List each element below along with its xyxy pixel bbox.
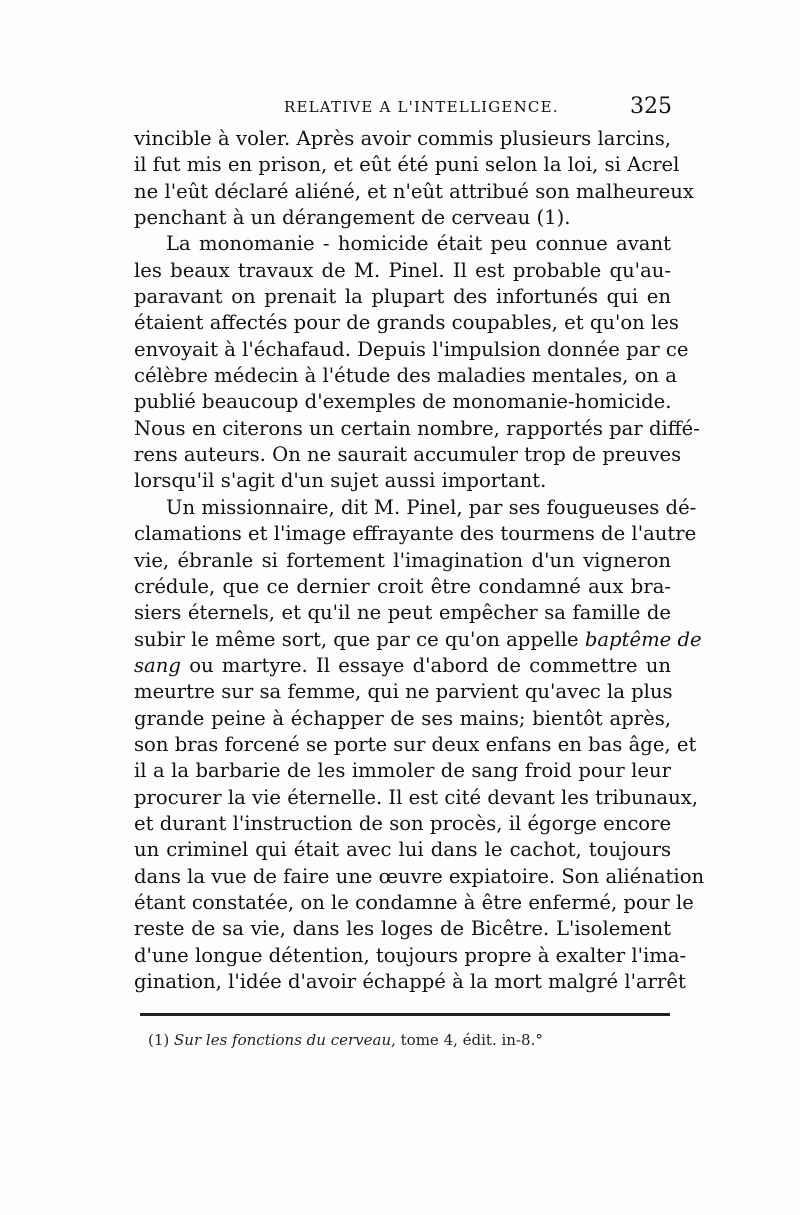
text-line: étant constatée, on le condamne à être enfermé, pour le [134,890,694,914]
footnote-divider [140,1013,670,1016]
text-line: célèbre médecin à l'étude des maladies mentales, on a [134,364,677,388]
text-line: ne l'eût déclaré aliéné, et n'eût attribué son malheureux [134,179,694,203]
text-segment: ou martyre. Il essaye d'abord de commettre un [189,653,671,677]
text-line: vie, ébranle si fortement l'imagination d'un vigneron [134,548,671,572]
text-line: dans la vue de faire une œuvre expiatoire. Son aliénation [134,864,705,888]
text-line: d'une longue détention, toujours propre à exalter l'ima- [134,943,687,967]
page-number: 325 [630,94,672,119]
text-line: gination, l'idée d'avoir échappé à la mort malgré l'arrêt [134,970,686,993]
text-line: rens auteurs. On ne saurait accumuler trop de preuves [134,443,682,467]
text-line: étaient affectés pour de grands coupables, et qu'on les [134,311,679,335]
italic-phrase: sang [134,653,181,677]
text-line: il fut mis en prison, et eût été puni selon la loi, si Acrel [134,153,680,177]
text-line: siers éternels, et qu'il ne peut empêcher sa famille de [134,601,671,625]
text-line: Nous en citerons un certain nombre, rapportés par diffé- [134,416,700,440]
footnote [148,1031,543,1049]
body-text [134,126,705,995]
text-line [134,653,671,679]
text-segment: subir le même sort, que par ce qu'on appelle [134,627,579,651]
text-line: lorsqu'il s'agit d'un sujet aussi important. [134,469,547,493]
text-line [134,627,702,653]
text-line: vincible à voler. Après avoir commis plusieurs larcins, [134,127,671,150]
text-line: reste de sa vie, dans les loges de Bicêtre. L'isolement [134,917,671,941]
text-line: clamations et l'image effrayante des tourmens de l'autre [134,522,697,546]
footnote-details: , tome 4, édit. in-8.° [391,1031,543,1049]
footnote-marker: (1) [148,1031,170,1049]
text-line: penchant à un dérangement de cerveau (1). [134,206,571,230]
text-line: crédule, que ce dernier croit être condamné aux bra- [134,574,671,598]
footnote-italic-title: Sur les fonctions du cerveau [174,1031,392,1049]
text-line: les beaux travaux de M. Pinel. Il est probable qu'au- [134,258,671,282]
text-line: meurtre sur sa femme, qui ne parvient qu'avec la plus [134,680,673,704]
text-line: envoyait à l'échafaud. Depuis l'impulsion donnée par ce [134,337,689,361]
text-line: procurer la vie éternelle. Il est cité devant les tribunaux, [134,785,698,809]
text-line: son bras forcené se porte sur deux enfans en bas âge, et [134,732,697,756]
paragraph-start-line: La monomanie - homicide était peu connue avant [166,232,671,256]
running-head [132,94,672,124]
paragraph-start-line: Un missionnaire, dit M. Pinel, par ses fougueuses dé- [166,495,697,519]
text-line: publié beaucoup d'exemples de monomanie-homicide. [134,390,672,414]
italic-phrase: baptême de [584,627,702,651]
text-line: et durant l'instruction de son procès, il égorge encore [134,811,672,835]
running-title: RELATIVE A L'INTELLIGENCE. [284,98,559,116]
text-line: un criminel qui était avec lui dans le cachot, toujours [134,838,671,862]
text-line: grande peine à échapper de ses mains; bientôt après, [134,706,671,730]
text-line: il a la barbarie de les immoler de sang froid pour leur [134,759,671,783]
text-line: paravant on prenait la plupart des infortunés qui en [134,285,671,309]
